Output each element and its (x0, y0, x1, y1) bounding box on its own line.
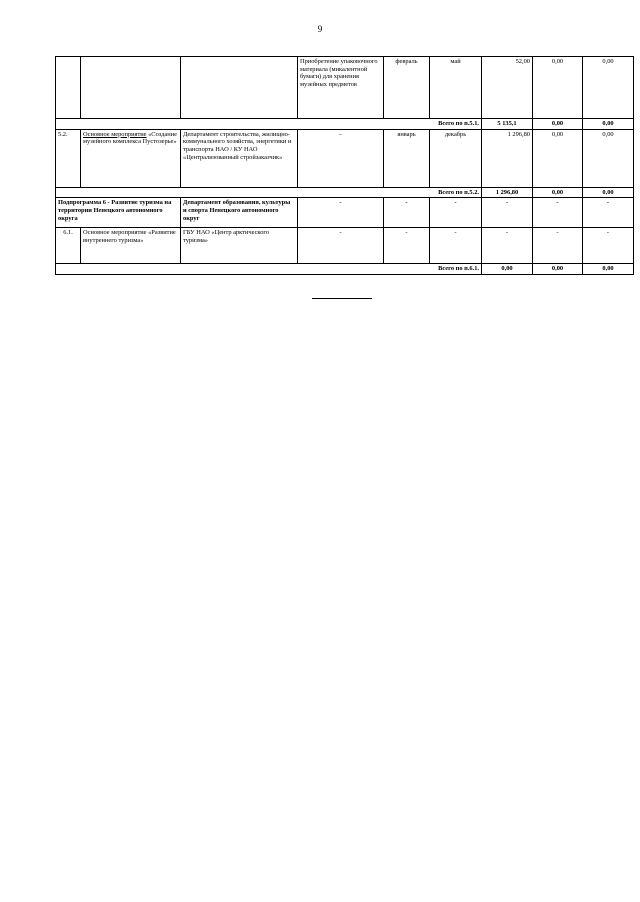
value-3: - (583, 228, 634, 264)
value-1: - (482, 228, 533, 264)
executor-cell: ГБУ НАО «Центр арктического туризма» (181, 228, 298, 264)
table-row (56, 57, 634, 119)
total-value-3: 0,00 (583, 264, 634, 275)
table-row (56, 129, 634, 187)
value-2: - (533, 228, 583, 264)
number-cell: 6.1. (56, 228, 81, 264)
activity-title: «Создание музейного комплекса Пустозерье» (83, 130, 177, 146)
end-month: декабрь (430, 129, 482, 187)
table-row (56, 228, 634, 264)
activity-kind: Основное мероприятие (83, 130, 147, 138)
total-value-2: 0,00 (533, 187, 583, 198)
value-1: - (482, 198, 533, 228)
activity-cell: Основное мероприятие «Развитие внутреннего туризма» (81, 228, 181, 264)
executor-cell (181, 57, 298, 119)
value-1: 1 296,80 (482, 129, 533, 187)
activity-cell (81, 129, 181, 187)
start-month: - (384, 228, 430, 264)
start-month: - (384, 198, 430, 228)
executor-cell: Департамент образования, культуры и спорта Ненецкого автономного округ (181, 198, 298, 228)
end-month: май (430, 57, 482, 119)
separator-line (312, 298, 372, 299)
value-2: 0,00 (533, 57, 583, 119)
total-row (56, 119, 634, 130)
page-number: 9 (317, 24, 323, 34)
number-cell (56, 57, 81, 119)
total-label: Всего по п.6.1. (56, 264, 482, 275)
value-3: 0,00 (583, 57, 634, 119)
total-label: Всего по п.5.1. (56, 119, 482, 130)
end-month: - (430, 198, 482, 228)
total-row (56, 264, 634, 275)
executor-cell: Департамент строительства, жилищно-коммунального хозяйства, энергетики и транспорта НАО / КУ НАО «Централизованный стройзаказчик» (181, 129, 298, 187)
value-2: - (533, 198, 583, 228)
program-table (55, 56, 634, 275)
description-cell: - (298, 228, 384, 264)
value-1: 52,00 (482, 57, 533, 119)
value-3: 0,00 (583, 129, 634, 187)
total-value-3: 0,00 (583, 187, 634, 198)
value-2: 0,00 (533, 129, 583, 187)
start-month: февраль (384, 57, 430, 119)
subprogram-title: Подпрограмма 6 - Развитие туризма на территории Ненецкого автономного округа (56, 198, 181, 228)
number-cell: 5.2. (56, 129, 81, 187)
subprogram-row (56, 198, 634, 228)
description-cell: – (298, 129, 384, 187)
activity-cell (81, 57, 181, 119)
start-month: январь (384, 129, 430, 187)
total-label: Всего по п.5.2. (56, 187, 482, 198)
total-value-1: 5 135,1 (482, 119, 533, 130)
total-value-3: 0,00 (583, 119, 634, 130)
total-value-2: 0,00 (533, 119, 583, 130)
total-row (56, 187, 634, 198)
end-month: - (430, 228, 482, 264)
total-value-2: 0,00 (533, 264, 583, 275)
description-cell: - (298, 198, 384, 228)
value-3: - (583, 198, 634, 228)
total-value-1: 1 296,80 (482, 187, 533, 198)
description-cell: Приобретение упаковочного материала (микалентной бумаги) для хранения музейных предметов (298, 57, 384, 119)
total-value-1: 0,00 (482, 264, 533, 275)
